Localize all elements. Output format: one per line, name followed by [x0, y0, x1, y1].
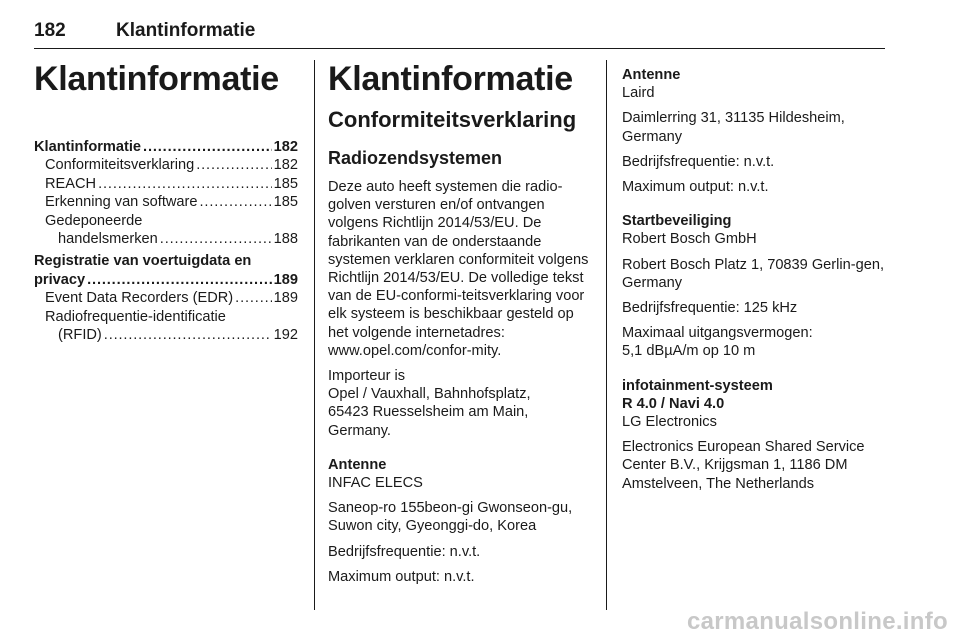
page-number: 182: [34, 20, 66, 41]
toc-entry-line: Registratie van voertuigdata en: [34, 253, 252, 270]
toc-entry[interactable]: REACH . . . 185: [34, 175, 298, 193]
header-title: Klantinformatie: [116, 20, 256, 41]
watermark: carmanualsonline.info: [686, 608, 948, 635]
toc-column: [34, 58, 298, 344]
antenna-output: Maximum output: n.v.t.: [328, 568, 475, 585]
subsubsection-title: Radiozendsystemen: [328, 148, 503, 168]
antenna-address: Saneop-ro 155beon-gi Gwonseon-gu, Suwon city, Gyeonggi-do, Korea: [328, 500, 573, 535]
antenna-output: Maximum output: n.v.t.: [622, 179, 769, 196]
chapter-title: Klantinformatie: [34, 60, 279, 98]
toc-entry-line: Gedeponeerde: [45, 212, 143, 229]
page-header: [34, 14, 885, 49]
content-column-middle: [328, 58, 590, 586]
antenna-address: Daimlerring 31, 31135 Hildesheim, Germany: [622, 110, 845, 145]
toc-entry[interactable]: handelsmerken . . . 188: [34, 230, 298, 248]
infotainment-label: infotainment-systeem R 4.0 / Navi 4.0: [622, 377, 773, 412]
antenna-maker: INFAC ELECS: [328, 475, 423, 492]
subsection-title: Conformiteitsverklaring: [328, 107, 577, 132]
importer-paragraph: Importeur is Opel / Vauxhall, Bahnhofsplatz, 65423 Ruesselsheim am Main, Germany.: [328, 368, 531, 439]
toc-entry[interactable]: Erkenning van software . . . 185: [34, 193, 298, 211]
infotainment-maker: LG Electronics: [622, 414, 717, 431]
column-divider: [606, 60, 607, 610]
toc-entry[interactable]: Klantinformatie . . . 182: [34, 138, 298, 156]
immobiliser-power: Maximaal uitgangsvermogen: 5,1 dBµA/m op 10 m: [622, 325, 813, 360]
toc-entry[interactable]: (RFID) . . . 192: [34, 326, 298, 344]
section-title: Klantinformatie: [328, 60, 573, 98]
toc-entry-line: Radiofrequentie-identificatie: [45, 308, 226, 325]
antenna-label: Antenne: [328, 456, 387, 473]
immobiliser-maker: Robert Bosch GmbH: [622, 231, 757, 248]
antenna-frequency: Bedrijfsfrequentie: n.v.t.: [328, 543, 481, 560]
antenna-maker: Laird: [622, 85, 655, 102]
column-divider: [314, 60, 315, 610]
table-of-contents: [34, 138, 298, 344]
immobiliser-frequency: Bedrijfsfrequentie: 125 kHz: [622, 300, 798, 317]
infotainment-address: Electronics European Shared Service Center B.V., Krijgsman 1, 1186 DM Amstelveen, The Netherlands: [622, 439, 865, 492]
antenna-frequency: Bedrijfsfrequentie: n.v.t.: [622, 153, 775, 170]
content-column-right: [622, 58, 892, 493]
intro-paragraph: Deze auto heeft systemen die radio-golven versturen en/of ontvangen volgens Richtlijn 2014/53/EU. De fabrikanten van de onderstaande systemen verklaren conformiteit volgens Richtlijn 2014/53/EU. De volledige tekst van de EU-conformi-teitsverklaring voor elk systeem is beschikbaar gesteld op het volgende internetadres: www.opel.com/confor-mity.: [328, 179, 589, 359]
immobiliser-address: Robert Bosch Platz 1, 70839 Gerlin-gen, Germany: [622, 256, 885, 291]
immobiliser-label: Startbeveiliging: [622, 213, 732, 230]
toc-entry[interactable]: privacy . . . 189: [34, 271, 298, 289]
antenna-label: Antenne: [622, 67, 681, 83]
toc-entry[interactable]: Conformiteitsverklaring . . . 182: [34, 156, 298, 174]
toc-entry[interactable]: Event Data Recorders (EDR) . . . 189: [34, 289, 298, 307]
